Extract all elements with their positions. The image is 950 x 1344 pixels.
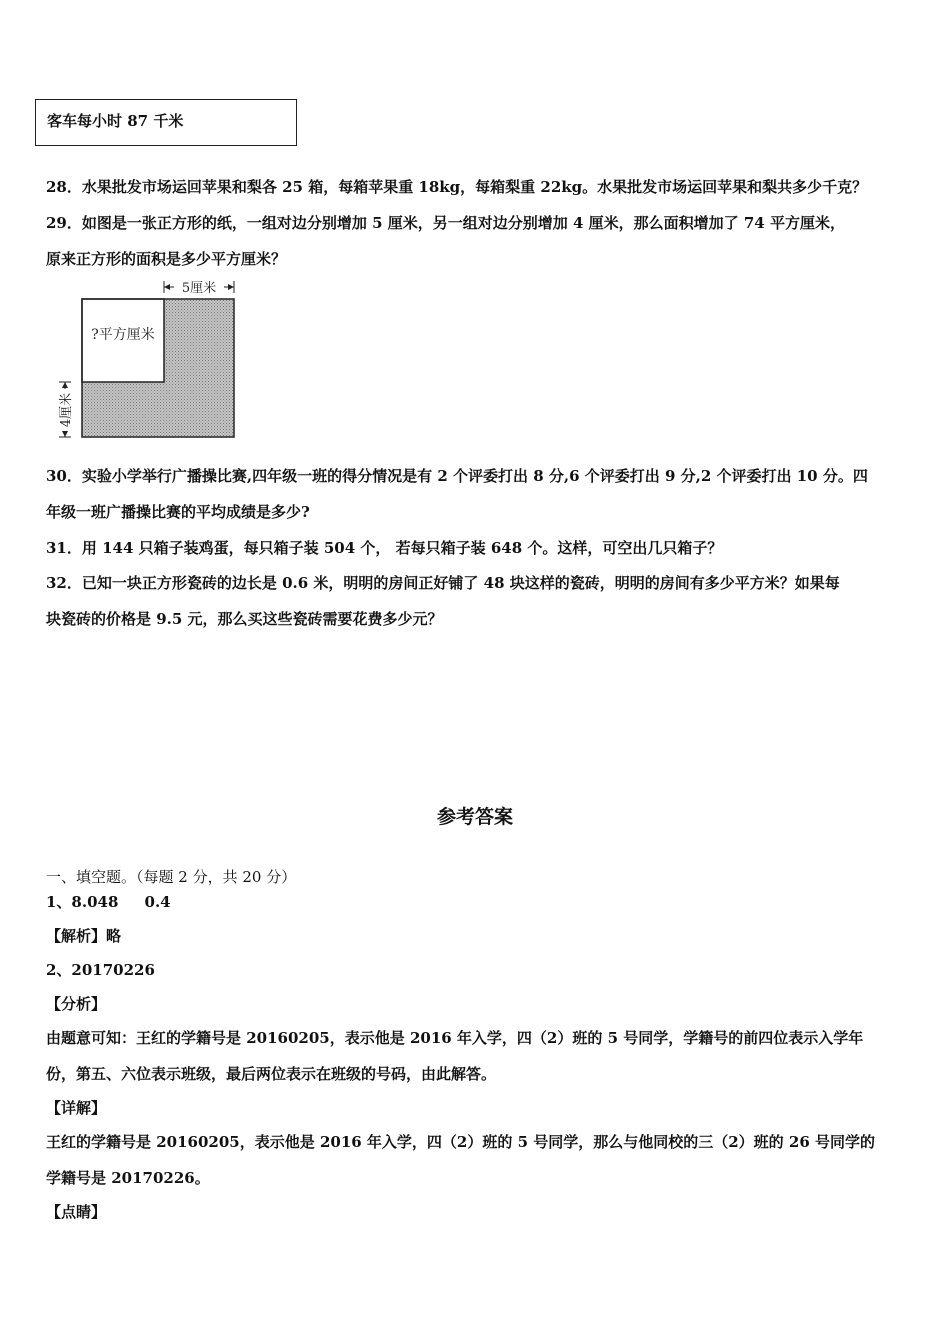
question-28: 28．水果批发市场运回苹果和梨各 25 箱，每箱苹果重 18kg，每箱梨重 22kg。水果批发市场运回苹果和梨共多少千克？ xyxy=(46,178,868,196)
inner-area-label: ?平方厘米 xyxy=(91,327,155,343)
answer-2-xiangjie-line1: 王红的学籍号是 20160205，表示他是 2016 年入学，四（2）班的 5 号同学，那么与他同校的三（2）班的 26 号同学的 xyxy=(46,1133,875,1151)
answer-box-text: 客车每小时 87 千米 xyxy=(47,112,184,130)
answer-2: 2、20170226 xyxy=(46,961,155,979)
question-30-line2: 年级一班广播操比赛的平均成绩是多少? xyxy=(46,503,310,521)
answer-2-fenxi-line1: 由题意可知：王红的学籍号是 20160205，表示他是 2016 年入学，四（2）班的 5 号同学，学籍号的前四位表示入学年 xyxy=(46,1029,864,1047)
answer-2-xiangjie-heading: 【详解】 xyxy=(46,1099,107,1117)
answer-1-analysis: 【解析】略 xyxy=(46,927,122,945)
top-dimension-label: 5厘米 xyxy=(181,281,217,296)
answer-2-fenxi-heading: 【分析】 xyxy=(46,995,107,1013)
section-1-heading: 一、填空题。（每题 2 分，共 20 分） xyxy=(46,868,297,886)
question-32-line2: 块瓷砖的价格是 9.5 元，那么买这些瓷砖需要花费多少元？ xyxy=(46,610,443,628)
question-29-line1: 29．如图是一张正方形的纸，一组对边分别增加 5 厘米，另一组对边分别增加 4 厘米，那么面积增加了 74 平方厘米， xyxy=(46,214,845,232)
answer-2-xiangjie-line2: 学籍号是 20170226。 xyxy=(46,1169,210,1187)
answers-title: 参考答案 xyxy=(436,806,513,828)
square-paper-figure xyxy=(40,276,250,444)
question-29-line2: 原来正方形的面积是多少平方厘米？ xyxy=(46,250,287,268)
answer-box xyxy=(35,99,297,146)
question-30-line1: 30．实验小学举行广播操比赛,四年级一班的得分情况是有 2 个评委打出 8 分,6 个评委打出 9 分,2 个评委打出 10 分。四 xyxy=(46,467,868,485)
answer-2-fenxi-line2: 份，第五、六位表示班级，最后两位表示在班级的号码，由此解答。 xyxy=(46,1065,497,1083)
answer-2-dianjing-heading: 【点睛】 xyxy=(46,1203,107,1221)
question-31: 31．用 144 只箱子装鸡蛋，每只箱子装 504 个， 若每只箱子装 648 个。这样，可空出几只箱子？ xyxy=(46,539,723,557)
answer-1: 1、8.048 0.4 xyxy=(46,893,171,911)
question-32-line1: 32．已知一块正方形瓷砖的边长是 0.6 米，明明的房间正好铺了 48 块这样的瓷砖，明明的房间有多少平方米？如果每 xyxy=(46,574,840,592)
side-dimension-label: 4厘米 xyxy=(59,392,74,428)
